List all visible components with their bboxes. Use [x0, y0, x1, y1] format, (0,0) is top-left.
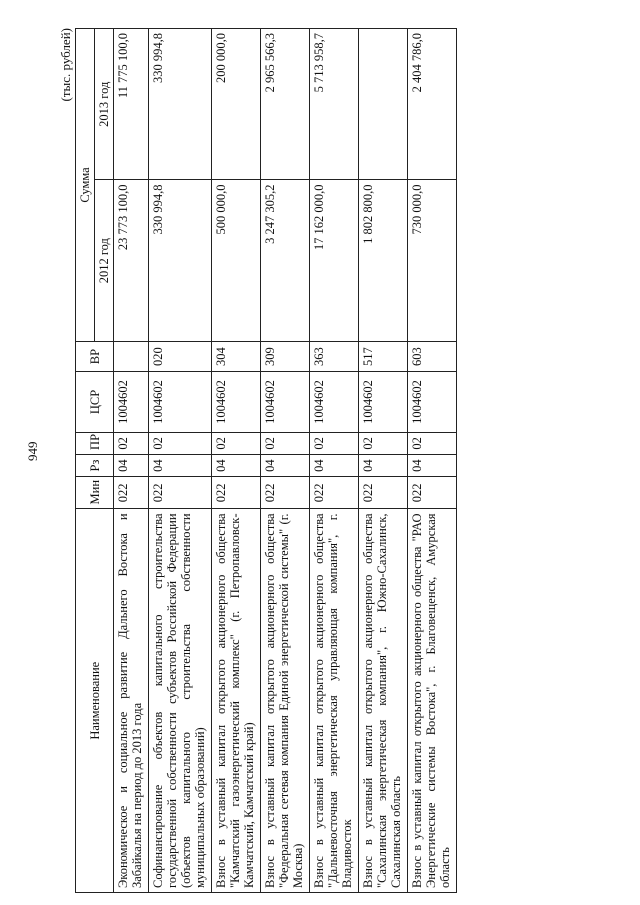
header-2012: 2012 год [95, 180, 114, 341]
row-vr: 603 [408, 341, 457, 371]
header-row [76, 29, 95, 893]
row-min: 022 [261, 477, 310, 509]
row-vr: 304 [212, 341, 261, 371]
row-min: 022 [310, 477, 359, 509]
row-2012: 730 000,0 [408, 180, 457, 341]
row-csr: 1004602 [212, 372, 261, 433]
row-csr: 1004602 [359, 372, 408, 433]
header-rz: Рз [76, 454, 114, 476]
row-name: Взнос в уставный капитал открытого акционерного общества "Дальневосточная энергетическая управляющая компания", г. Владивосток [310, 509, 359, 893]
row-name: Экономическое и социальное развитие Дальнего Востока и Забайкалья на период до 2013 года [114, 509, 149, 893]
header-min: Мин [76, 477, 114, 509]
row-rz: 04 [212, 454, 261, 476]
page-number: 949 [25, 441, 40, 461]
row-2013 [359, 29, 408, 180]
row-pr: 02 [212, 432, 261, 454]
table-row [149, 29, 212, 893]
header-csr: ЦСР [76, 372, 114, 433]
row-2013: 330 994,8 [149, 29, 212, 180]
row-pr: 02 [408, 432, 457, 454]
row-rz: 04 [310, 454, 359, 476]
row-2012: 330 994,8 [149, 180, 212, 341]
row-2012: 500 000,0 [212, 180, 261, 341]
row-pr: 02 [310, 432, 359, 454]
row-min: 022 [408, 477, 457, 509]
row-name: Софинансирование объектов капитального строительства государственной собственности субъектов Российской Федерации (объектов капитального строительства собственности муниципальных образований) [149, 509, 212, 893]
row-csr: 1004602 [310, 372, 359, 433]
table-row [310, 29, 359, 893]
row-rz: 04 [261, 454, 310, 476]
row-rz: 04 [359, 454, 408, 476]
row-2012: 17 162 000,0 [310, 180, 359, 341]
row-name: Взнос в уставный капитал открытого акционерного общества "Камчатский газоэнергетический комплекс" (г. Петропавловск-Камчатский, Камчатский край) [212, 509, 261, 893]
row-csr: 1004602 [149, 372, 212, 433]
row-name: Взнос в уставный капитал открытого акционерного общества "РАО Энергетические системы Востока", г. Благовещенск, Амурская область [408, 509, 457, 893]
table-row [261, 29, 310, 893]
table-row [114, 29, 149, 893]
row-vr [114, 341, 149, 371]
row-rz: 04 [149, 454, 212, 476]
row-pr: 02 [261, 432, 310, 454]
table-row [408, 29, 457, 893]
row-rz: 04 [114, 454, 149, 476]
row-2012: 1 802 800,0 [359, 180, 408, 341]
rotated-page [20, 18, 630, 893]
row-vr: 020 [149, 341, 212, 371]
row-csr: 1004602 [261, 372, 310, 433]
row-min: 022 [149, 477, 212, 509]
header-name: Наименование [76, 509, 114, 893]
row-vr: 517 [359, 341, 408, 371]
row-min: 022 [212, 477, 261, 509]
row-2012: 23 773 100,0 [114, 180, 149, 341]
units-note: (тыс. рублей) [58, 28, 73, 102]
header-2013: 2013 год [95, 29, 114, 180]
row-2012: 3 247 305,2 [261, 180, 310, 341]
table-row [359, 29, 408, 893]
row-name: Взнос в уставный капитал открытого акционерного общества "Сахалинская энергетическая компания", г. Южно-Сахалинск, Сахалинская область [359, 509, 408, 893]
budget-table [75, 28, 457, 893]
table-row [212, 29, 261, 893]
header-pr: ПР [76, 432, 114, 454]
row-vr: 363 [310, 341, 359, 371]
row-csr: 1004602 [114, 372, 149, 433]
row-2013: 5 713 958,7 [310, 29, 359, 180]
row-min: 022 [359, 477, 408, 509]
row-csr: 1004602 [408, 372, 457, 433]
header-sum: Сумма [76, 29, 95, 342]
row-pr: 02 [114, 432, 149, 454]
header-vr: ВР [76, 341, 114, 371]
row-rz: 04 [408, 454, 457, 476]
row-2013: 200 000,0 [212, 29, 261, 180]
row-min: 022 [114, 477, 149, 509]
row-pr: 02 [359, 432, 408, 454]
row-2013: 11 775 100,0 [114, 29, 149, 180]
row-vr: 309 [261, 341, 310, 371]
row-pr: 02 [149, 432, 212, 454]
row-name: Взнос в уставный капитал открытого акционерного общества "Федеральная сетевая компания Единой энергетической системы" (г. Москва) [261, 509, 310, 893]
row-2013: 2 965 566,3 [261, 29, 310, 180]
row-2013: 2 404 786,0 [408, 29, 457, 180]
